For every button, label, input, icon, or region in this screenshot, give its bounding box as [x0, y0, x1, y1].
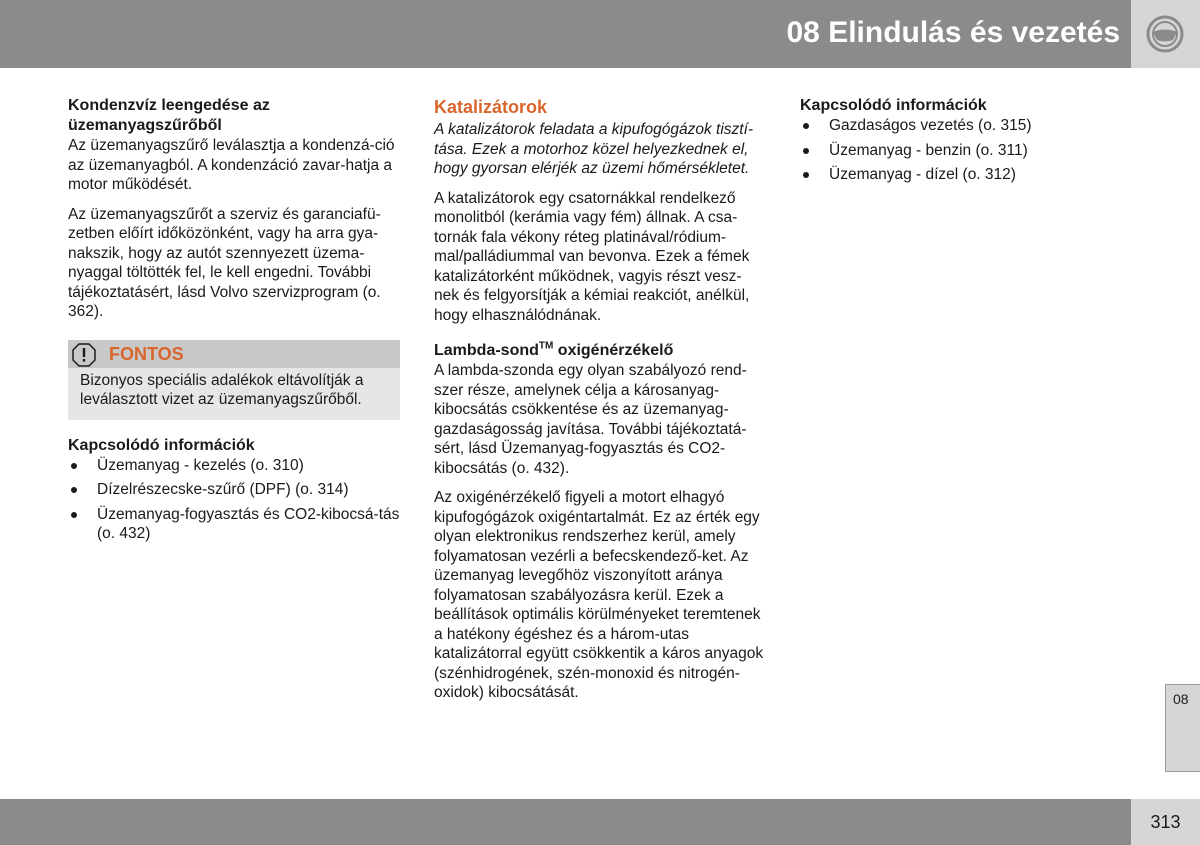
section-heading: Katalizátorok	[434, 97, 548, 117]
page-number: 313	[1150, 812, 1181, 832]
bullet-icon	[71, 487, 77, 493]
list-item[interactable]	[800, 141, 1100, 161]
list-item[interactable]	[800, 116, 1100, 136]
note-header	[68, 340, 400, 368]
subsection-heading	[434, 341, 766, 361]
related-info-heading: Kapcsolódó információk	[68, 436, 255, 454]
chapter-tab-label: 08	[1173, 691, 1189, 707]
bullet-icon	[71, 512, 77, 518]
paragraph: Az oxigénérzékelő figyeli a motort elhagyó kipufogógázok oxigéntartalmát. Ez az érték egy olyan elektronikus rendszerhez kerül, amely folyamatosan vezérli a befecskendező-ket. Az üzemanyag levegőhöz viszonyított aránya folyamatosan szabályozásra kerül. Ezek a beállítások optimális körülményeket teremtenek a hatékony égéshez és a három-utas katalizátorral együtt csökkentik a káros anyagok (szénhidrogének, szén-monoxid és nitrogén-oxidok) kibocsátását.	[434, 489, 764, 701]
paragraph: Az üzemanyagszűrő leválasztja a kondenzá-ció az üzemanyagból. A kondenzáció zavar-hatja a motor működését.	[68, 137, 395, 193]
important-note	[68, 340, 400, 420]
bullet-icon	[803, 123, 809, 129]
note-body: Bizonyos speciális adalékok eltávolítják a leválasztott vizet az üzemanyagszűrőből.	[80, 371, 364, 408]
warning-icon	[72, 343, 96, 367]
page-header	[0, 0, 1200, 68]
page-number-box	[1131, 799, 1200, 845]
paragraph: A lambda-szonda egy olyan szabályozó rend-szer része, amelynek célja a károsanyag-kibocsátás csökkentése és az üzemanyag-gazdaságosság javítása. További tájékoztatá-sért, lásd Üzemanyag-fogyasztás és CO2-kibocsátás (o. 432).	[434, 362, 747, 477]
link-text[interactable]: Üzemanyag - dízel (o. 312)	[829, 166, 1016, 183]
heading-text: Lambda-sond	[434, 342, 539, 359]
list-item[interactable]	[68, 456, 400, 476]
chapter-icon-box	[1131, 0, 1200, 68]
bullet-icon	[71, 463, 77, 469]
related-info-heading: Kapcsolódó információk	[800, 97, 987, 114]
paragraph: Az üzemanyagszűrőt a szerviz és garanciafü-zetben előírt időközönként, vagy ha arra gya-nakszik, hogy az autót szennyezett üzema-nyaggal töltötték fel, le kell engedni. További tájékoztatásért, lásd Volvo szervizprogram (o. 362).	[68, 205, 381, 320]
bullet-icon	[803, 172, 809, 178]
heading-text: oxigénérzékelő	[553, 342, 674, 359]
note-title: FONTOS	[109, 343, 184, 364]
trademark-sup: TM	[538, 340, 554, 352]
section-heading: Kondenzvíz leengedése az üzemanyagszűrőből	[68, 97, 270, 134]
list-item[interactable]	[800, 165, 1100, 185]
link-text[interactable]: Üzemanyag - kezelés (o. 310)	[97, 456, 304, 474]
column-left	[68, 96, 400, 549]
list-item[interactable]	[68, 505, 400, 544]
related-info-list	[68, 456, 400, 544]
column-middle	[434, 96, 766, 703]
link-text[interactable]: Üzemanyag-fogyasztás és CO2-kibocsá-tás (o. 432)	[97, 505, 400, 542]
link-text[interactable]: Gazdaságos vezetés (o. 315)	[829, 117, 1032, 134]
column-right	[800, 96, 1100, 190]
list-item[interactable]	[68, 480, 400, 500]
link-text[interactable]: Dízelrészecske-szűrő (DPF) (o. 314)	[97, 481, 349, 498]
chapter-tab[interactable]	[1165, 684, 1200, 772]
steering-wheel-icon	[1144, 14, 1186, 54]
chapter-title: 08 Elindulás és vezetés	[786, 16, 1120, 49]
bullet-icon	[803, 148, 809, 154]
paragraph: A katalizátorok egy csatornákkal rendelkező monolitból (kerámia vagy fém) állnak. A csa-tornák fala vékony réteg platinával/ródium-mal/palládiummal van bevonva. Ezek a fémek katalizátorként működnek, vagyis részt vesz-nek és felgyorsítják a kémiai reakciót, anélkül, hogy elhasználódnának.	[434, 189, 750, 324]
page-footer	[0, 799, 1200, 845]
intro-paragraph: A katalizátorok feladata a kipufogógázok tisztí-tása. Ezek a motorhoz közel helyezkednek el, hogy gyorsan elérjék az üzemi hőmérsékletet.	[434, 121, 754, 177]
link-text[interactable]: Üzemanyag - benzin (o. 311)	[829, 141, 1028, 159]
related-info-list	[800, 116, 1100, 185]
